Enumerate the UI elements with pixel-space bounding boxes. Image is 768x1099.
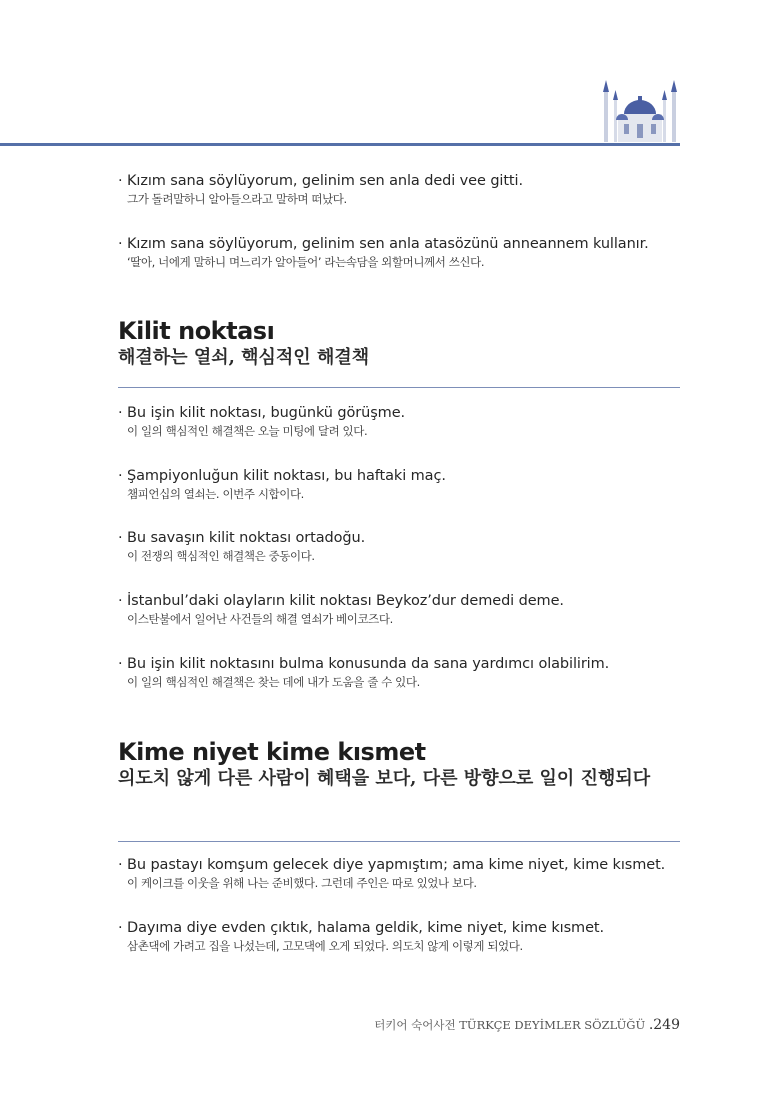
page-number: .249 [648, 1017, 680, 1033]
example-item [118, 654, 680, 690]
turkish-sentence: · Dayıma diye evden çıktık, halama geldik, kime niyet, kime kısmet. [118, 920, 604, 936]
korean-translation: 챔피언십의 열쇠는. 이번주 시합이다. [127, 487, 304, 501]
example-item [118, 171, 680, 207]
example-item [118, 591, 680, 627]
mosque-icon [600, 78, 680, 144]
turkish-sentence: · Kızım sana söylüyorum, gelinim sen anla atasözünü anneannem kullanır. [118, 236, 649, 252]
entry-title: Kilit noktası [118, 317, 275, 345]
korean-translation: 삼촌댁에 가려고 집을 나섰는데, 고모댁에 오게 되었다. 의도치 않게 이렇게 되었다. [127, 939, 523, 953]
korean-translation: 이 일의 핵심적인 해결책은 오늘 미팅에 달려 있다. [127, 424, 368, 438]
turkish-sentence: · Bu pastayı komşum gelecek diye yapmıştım; ama kime niyet, kime kısmet. [118, 857, 666, 873]
header-rule [0, 143, 680, 146]
example-item [118, 528, 680, 564]
korean-translation: 이 전쟁의 핵심적인 해결책은 중동이다. [127, 549, 315, 563]
korean-translation: 그가 돌려말하니 알아들으라고 말하며 떠났다. [127, 192, 347, 206]
turkish-sentence: · Şampiyonluğun kilit noktası, bu haftaki maç. [118, 468, 446, 484]
turkish-sentence: · Kızım sana söylüyorum, gelinim sen anla dedi vee gitti. [118, 173, 523, 189]
turkish-sentence: · Bu işin kilit noktası, bugünkü görüşme. [118, 405, 406, 421]
example-item [118, 918, 680, 954]
section-rule [118, 841, 680, 842]
example-item [118, 466, 680, 502]
example-item [118, 403, 680, 439]
example-item [118, 234, 680, 270]
entry-meaning: 해결하는 열쇠, 핵심적인 해결책 [118, 347, 370, 368]
korean-translation: 이 케이크를 이웃을 위해 나는 준비했다. 그런데 주인은 따로 있었나 보다. [127, 876, 477, 890]
entry-meaning: 의도치 않게 다른 사람이 혜택을 보다, 다른 방향으로 일이 진행되다 [118, 768, 651, 789]
footer-title: 터키어 숙어사전 TÜRKÇE DEYİMLER SÖZLÜĞÜ [374, 1018, 646, 1032]
turkish-sentence: · İstanbul’daki olayların kilit noktası Beykoz’dur demedi deme. [118, 593, 564, 609]
korean-translation: 이 일의 핵심적인 해결책은 찾는 데에 내가 도움을 줄 수 있다. [127, 675, 420, 689]
section-rule [118, 387, 680, 388]
page-footer [374, 1017, 680, 1033]
example-item [118, 855, 680, 891]
turkish-sentence: · Bu savaşın kilit noktası ortadoğu. [118, 530, 366, 546]
korean-translation: 이스탄불에서 일어난 사건들의 해결 열쇠가 베이코즈다. [127, 612, 393, 626]
korean-translation: ‘딸아, 너에게 말하니 며느리가 알아들어’ 라는속담을 외할머니께서 쓰신다. [127, 255, 485, 269]
turkish-sentence: · Bu işin kilit noktasını bulma konusunda da sana yardımcı olabilirim. [118, 656, 610, 672]
entry-title: Kime niyet kime kısmet [118, 738, 426, 766]
